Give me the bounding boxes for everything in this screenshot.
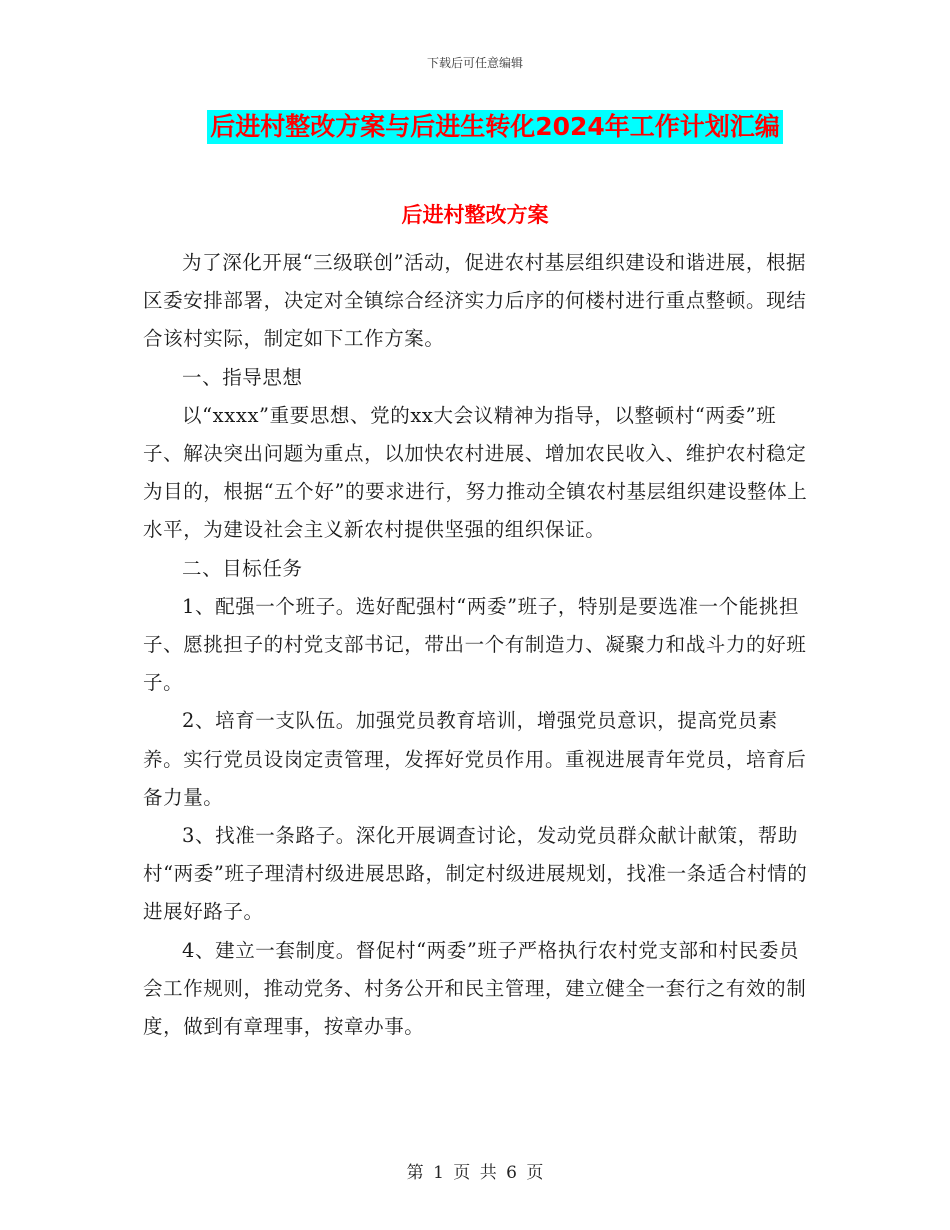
paragraph-guiding-ideology: 以“xxxx”重要思想、党的xx大会议精神为指导，以整顿村“两委”班子、解决突出问题为重点，以加快农村进展、增加农民收入、维护农村稳定为目的，根据“五个好”的要求进行，努力推动全镇农村基层组织建设整体上水平，为建设社会主义新农村提供坚强的组织保证。 — [143, 403, 808, 542]
paragraph-task-4: 4、建立一套制度。督促村“两委”班子严格执行农村党支部和村民委员会工作规则，推动党务、村务公开和民主管理，建立健全一套行之有效的制度，做到有章理事，按章办事。 — [143, 938, 807, 1039]
document-body — [143, 244, 811, 1046]
document-title-container — [0, 110, 950, 144]
paragraph-intro: 为了深化开展“三级联创”活动，促进农村基层组织建设和谐进展，根据区委安排部署，决定对全镇综合经济实力后序的何楼村进行重点整顿。现结合该村实际，制定如下工作方案。 — [143, 251, 807, 351]
heading-guiding-ideology: 一、指导思想 — [182, 365, 303, 389]
paragraph-task-3: 3、找准一条路子。深化开展调查讨论，发动党员群众献计献策，帮助村“两委”班子理清村级进展思路，制定村级进展规划，找准一条适合村情的进展好路子。 — [143, 824, 808, 924]
section-title: 后进村整改方案 — [401, 203, 549, 227]
page-header: 下载后可任意编辑 — [426, 56, 523, 70]
paragraph-task-1: 1、配强一个班子。选好配强村“两委”班子，特别是要选准一个能挑担子、愿挑担子的村党支部书记，带出一个有制造力、凝聚力和战斗力的好班子。 — [143, 594, 807, 695]
paragraph-task-2: 2、培育一支队伍。加强党员教育培训，增强党员意识，提高党员素养。实行党员设岗定责管理，发挥好党员作用。重视进展青年党员，培育后备力量。 — [143, 709, 807, 809]
page-footer: 第 1 页 共 6 页 — [406, 1163, 544, 1183]
heading-goals-tasks: 二、目标任务 — [182, 556, 303, 580]
document-title: 后进村整改方案与后进生转化2024年工作计划汇编 — [207, 110, 783, 144]
